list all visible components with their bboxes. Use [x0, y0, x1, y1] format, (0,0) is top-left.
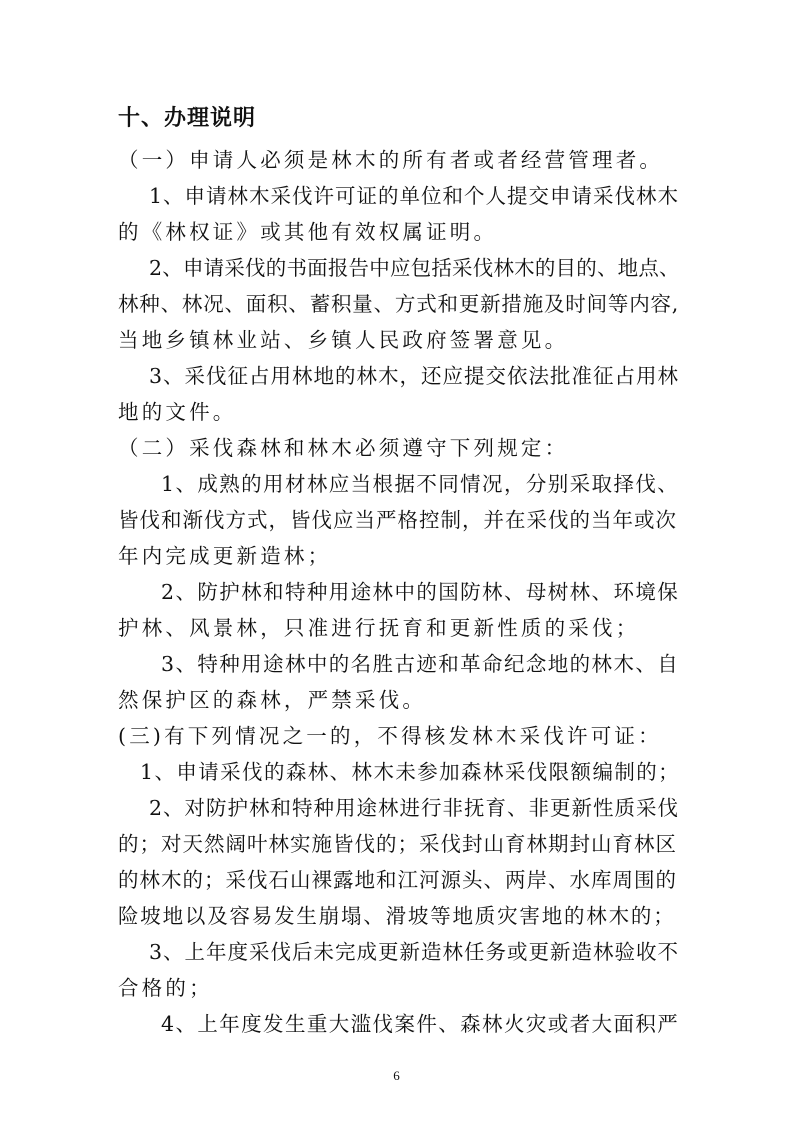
- text-line: 皆伐和渐伐方式，皆伐应当严格控制，并在采伐的当年或次: [118, 508, 677, 532]
- page-number: 6: [393, 1068, 400, 1083]
- text-line: 险坡地以及容易发生崩塌、滑坡等地质灾害地的林木的；: [118, 904, 676, 928]
- text-line: 2、防护林和特种用途林中的国防林、母树林、环境保: [161, 580, 680, 604]
- text-line: 3、上年度采伐后未完成更新造林任务或更新造林验收不: [149, 940, 680, 964]
- text-line: 1、申请采伐的森林、林木未参加森林采伐限额编制的；: [140, 760, 681, 784]
- text-line: 林种、林况、面积、蓄积量、方式和更新措施及时间等内容,: [118, 292, 680, 316]
- section-heading: 十、办理说明: [118, 106, 257, 131]
- text-line: 3、采伐征占用林地的林木，还应提交依法批准征占用林: [149, 364, 680, 388]
- text-line: 2、对防护林和特种用途林进行非抚育、非更新性质采伐: [149, 796, 680, 820]
- text-line: 1、申请林木采伐许可证的单位和个人提交申请采伐林木: [149, 184, 680, 208]
- text-line: （一）申请人必须是林木的所有者或者经营管理者。: [118, 148, 664, 172]
- text-line: 合格的；: [118, 976, 213, 1000]
- text-line: 然保护区的森林，严禁采伐。: [118, 688, 427, 712]
- text-line: 1、成熟的用材林应当根据不同情况，分别采取择伐、: [161, 472, 680, 496]
- text-line: 3、特种用途林中的名胜古迹和革命纪念地的林木、自: [161, 652, 680, 676]
- text-line: 地的文件。: [118, 400, 237, 424]
- text-line: 的林木的；采伐石山裸露地和江河源头、两岸、水库周围的: [118, 868, 677, 892]
- text-line: 2、申请采伐的书面报告中应包括采伐林木的目的、地点、: [149, 256, 680, 280]
- text-line: 4、上年度发生重大滥伐案件、森林火灾或者大面积严: [161, 1012, 680, 1036]
- text-line: 当地乡镇林业站、乡镇人民政府签署意见。: [118, 328, 569, 352]
- text-line: （二）采伐森林和林木必须遵守下列规定：: [118, 436, 569, 460]
- text-line: 的《林权证》或其他有效权属证明。: [118, 220, 498, 244]
- text-line: (三)有下列情况之一的，不得核发林木采伐许可证：: [118, 724, 662, 748]
- text-line: 护林、风景林，只准进行抚育和更新性质的采伐；: [118, 616, 640, 640]
- text-line: 年内完成更新造林；: [118, 544, 332, 568]
- text-line: 的；对天然阔叶林实施皆伐的；采伐封山育林期封山育林区: [118, 832, 677, 856]
